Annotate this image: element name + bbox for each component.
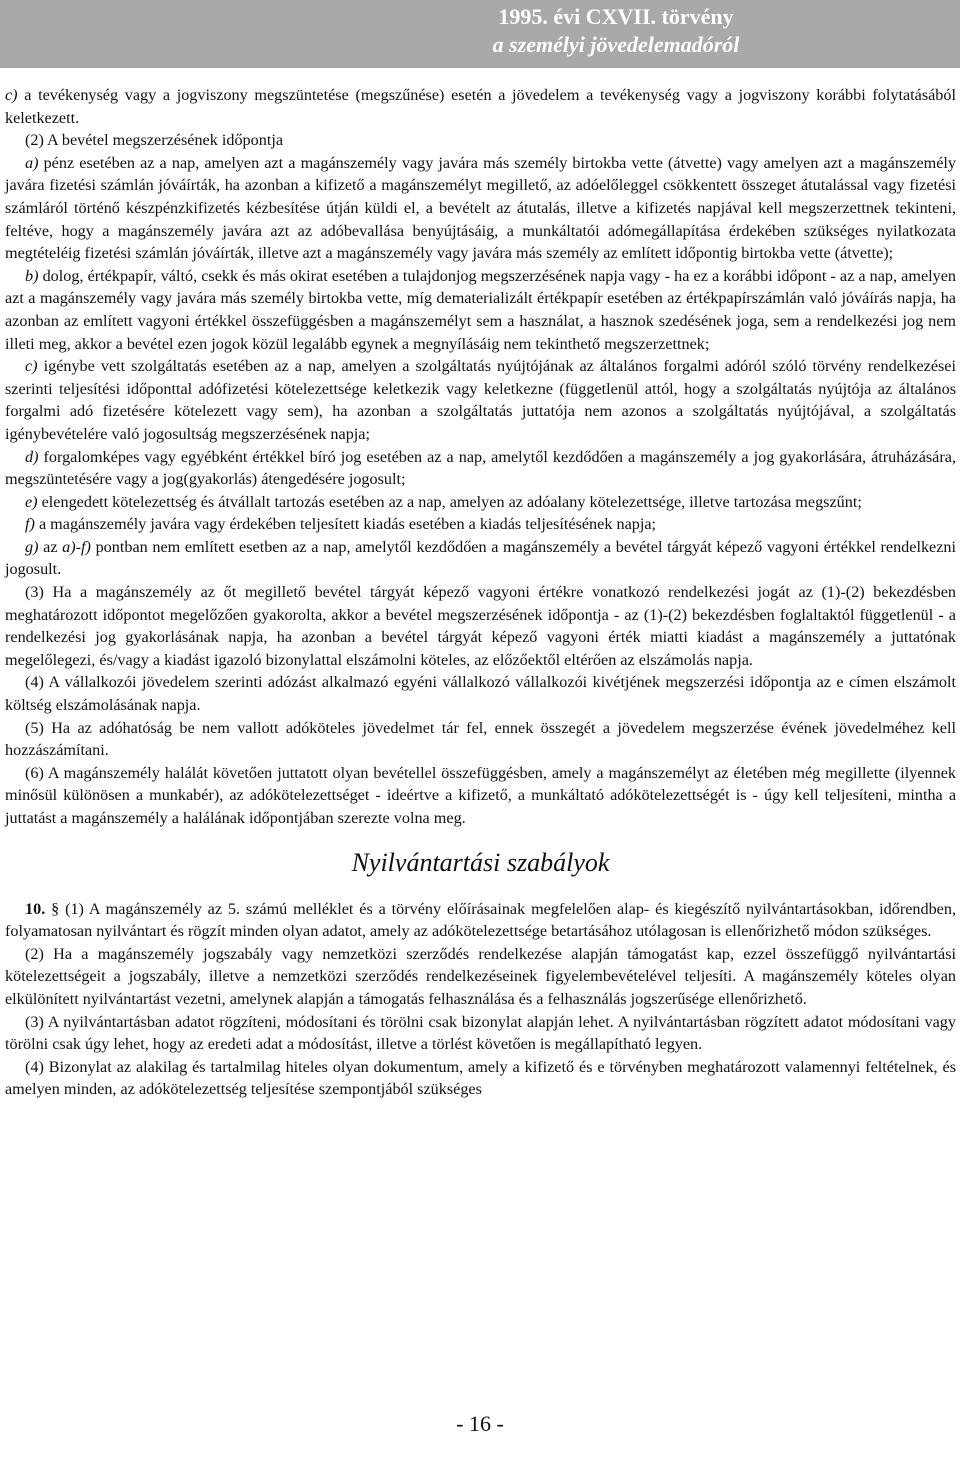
section-symbol: § <box>51 899 60 918</box>
paragraph-text: forgalomképes vagy egyébként értékkel bíró jog esetében az a nap, amelytől kezdődően a magánszemély a jog gyakorlására, átruházására, megszüntetésére vagy a jog(gyakorlás) átengedésére jogosult; <box>5 447 956 489</box>
paragraph <box>5 152 956 265</box>
paragraph-text: pontban nem említett esetben az a nap, amelytől kezdődően a magánszemély a bevétel tárgyát képező vagyoni értékkel rendelkezni jogosult. <box>5 537 956 579</box>
point-label: a) <box>25 153 39 172</box>
point-label: b) <box>25 266 39 285</box>
page-number: - 16 - <box>456 1411 504 1436</box>
paragraph: (3) Ha a magánszemély az őt megillető bevétel tárgyát képező vagyoni értékre vonatkozó rendelkezési jogát az (1)-(2) bekezdésben meghatározott időpontot megelőzően gyakorolta, akkor a bevétel megszerzésének időpontja - az (1)-(2) bekezdésben foglaltaktól függetlenül - a rendelkezési jog gyakorlásának napja, ha azonban a bevétel tárgyát képező vagyoni érték miatti kiadást a magánszemély a juttatónak megelőlegezi, és/vagy a kiadást igazoló bizonylattal elszámolni köteles, az előzőektől eltérően az elszámolás napja. <box>5 583 956 669</box>
paragraph <box>5 355 956 445</box>
point-label: g) <box>25 537 39 556</box>
section-title: Nyilvántartási szabályok <box>351 847 610 877</box>
paragraph: (2) Ha a magánszemély jogszabály vagy nemzetközi szerződés rendelkezése alapján támogatást kap, ezzel összefüggő nyilvántartási kötelezettségeit a jogszabály, illetve a nemzetközi szerződés rendelkezéseinek figyelembevételével teljesíti. A magánszemély köteles olyan elkülönített nyilvántartást vezetni, amelynek alapján a támogatás felhasználása és a felhasználás jogszerűsége ellenőrizhető. <box>5 944 956 1008</box>
paragraph <box>5 513 956 536</box>
paragraph-text: a magánszemély javára vagy érdekében teljesített kiadás esetében a kiadás teljesítésének napja; <box>34 515 657 534</box>
point-label: f) <box>25 515 35 534</box>
paragraph <box>5 84 956 129</box>
paragraph <box>5 446 956 491</box>
paragraph-text: (1) A magánszemély az 5. számú melléklet és a törvény előírásainak megfelelően alap- és kiegészítő nyilvántartásokban, időrendben, folyamatosan nyilvántart és rögzít minden olyan adatot, amely az adókötelezettsége betartásához utólagosan is ellenőrizhető módon szükséges. <box>5 899 956 941</box>
document-body <box>5 84 956 1101</box>
paragraph <box>5 898 956 943</box>
paragraph-text: pénz esetében az a nap, amelyen azt a magánszemély vagy javára más személy birtokba vette (átvette) vagy amelyen azt a magánszemély javára fizetési számlán jóváírták, ha azonban a kifizető a magánszemélyt megillető, az adóelőleggel csökkentett összeget átutalással vagy fizetési számláról történő készpénzkifizetés kézbesítése útján küldi el, a bevételt az átutalás, illetve a kifizetés napjával kell megszerzettnek tekinteni, feltéve, hogy a magánszemély javára azt az adóbevallása benyújtásáig, a munkáltatói adómegállapítása érdekében szükséges nyilatkozata megtételéig fizetési számlán jóváírták, illetve azt a magánszemély vagy javára más személy az említett időpontig birtokba vette (átvette); <box>5 153 956 263</box>
paragraph: (5) Ha az adóhatóság be nem vallott adóköteles jövedelmet tár fel, ennek összegét a jövedelem megszerzése évének jövedelméhez kell hozzászámítani. <box>5 718 956 760</box>
paragraph <box>5 491 956 514</box>
point-label: e) <box>25 492 38 511</box>
header-subtitle: a személyi jövedelemadóról <box>492 32 740 57</box>
header-title: 1995. évi CXVII. törvény <box>498 4 734 29</box>
paragraph <box>5 536 956 581</box>
paragraph-text: az <box>38 537 63 556</box>
paragraph: (4) A vállalkozói jövedelem szerinti adózást alkalmazó egyéni vállalkozó vállalkozói kivétjének megszerzési időpontja az e címen elszámolt költség elszámolásának napja. <box>5 673 956 715</box>
paragraph-text: a tevékenység vagy a jogviszony megszüntetése (megszűnése) esetén a jövedelem a tevékenység vagy a jogviszony korábbi folytatásából keletkezett. <box>5 86 956 127</box>
paragraph: (4) Bizonylat az alakilag és tartalmilag hiteles olyan dokumentum, amely a kifizető és e törvényben meghatározott valamennyi feltételnek, és amelyen minden, az adókötelezettség teljesítése szempontjából szükséges <box>5 1057 956 1099</box>
point-label: c) <box>5 86 18 104</box>
section-number: 10. <box>25 899 46 918</box>
paragraph-text: dolog, értékpapír, váltó, csekk és más okirat esetében a tulajdonjog megszerzésének napja vagy - ha ez a korábbi időpont - az a nap, amelyen azt a magánszemély vagy javára más személy birtokba vette, míg dematerializált értékpapír esetében az értékpapírszámlán való jóváírás napja, ha azonban az említett vagyoni értékkel összefüggésben a magánszemélyt sem a használat, a hasznok szedésének joga, sem a rendelkezési jog nem illeti meg, akkor a bevétel ezen jogok közül legalább egynek a megnyílásáig nem tekinthető megszerzettnek; <box>5 266 956 353</box>
paragraph-text: elengedett kötelezettség és átvállalt tartozás esetében az a nap, amelyen az adóalany kötelezettsége, illetve tartozása megszűnt; <box>37 492 862 511</box>
document-header-bar <box>0 0 960 68</box>
paragraph: (6) A magánszemély halálát követően juttatott olyan bevétellel összefüggésben, amely a magánszemélyt az életében még megillette (ilyennek minősül különösen a munkabér), az adókötelezettséget - ideértve a kifizető, a munkáltató adókötelezettségét is - úgy kell teljesíteni, mintha a juttatást a magánszemély a halálának időpontjában szerezte volna meg. <box>5 763 956 827</box>
point-label: d) <box>25 447 39 466</box>
paragraph: (3) A nyilvántartásban adatot rögzíteni, módosítani és törölni csak bizonylat alapján lehet. A nyilvántartásban rögzített adatot módosítani vagy törölni csak úgy lehet, hogy az eredeti adat a módosítást, illetve a törlést követően is megállapítható legyen. <box>5 1012 956 1054</box>
paragraph: (2) A bevétel megszerzésének időpontja <box>25 131 284 150</box>
paragraph-text: igénybe vett szolgáltatás esetében az a nap, amelyen a szolgáltatás nyújtójának az általános forgalmi adóról szóló törvény rendelkezései szerinti teljesítési időponttal adófizetési kötelezettsége keletkezik vagy keletkezne (függetlenül attól, hogy a szolgáltatás nyújtója az általános forgalmi adó fizetésére kötelezett vagy sem), ha azonban a szolgáltatás juttatója nem azonos a szolgáltatás nyújtójával, a szolgáltatás igénybevételére való jogosultság megszerzésének napja; <box>5 357 956 443</box>
paragraph <box>5 265 956 355</box>
point-reference: a)-f) <box>62 537 91 556</box>
point-label: c) <box>25 357 38 376</box>
